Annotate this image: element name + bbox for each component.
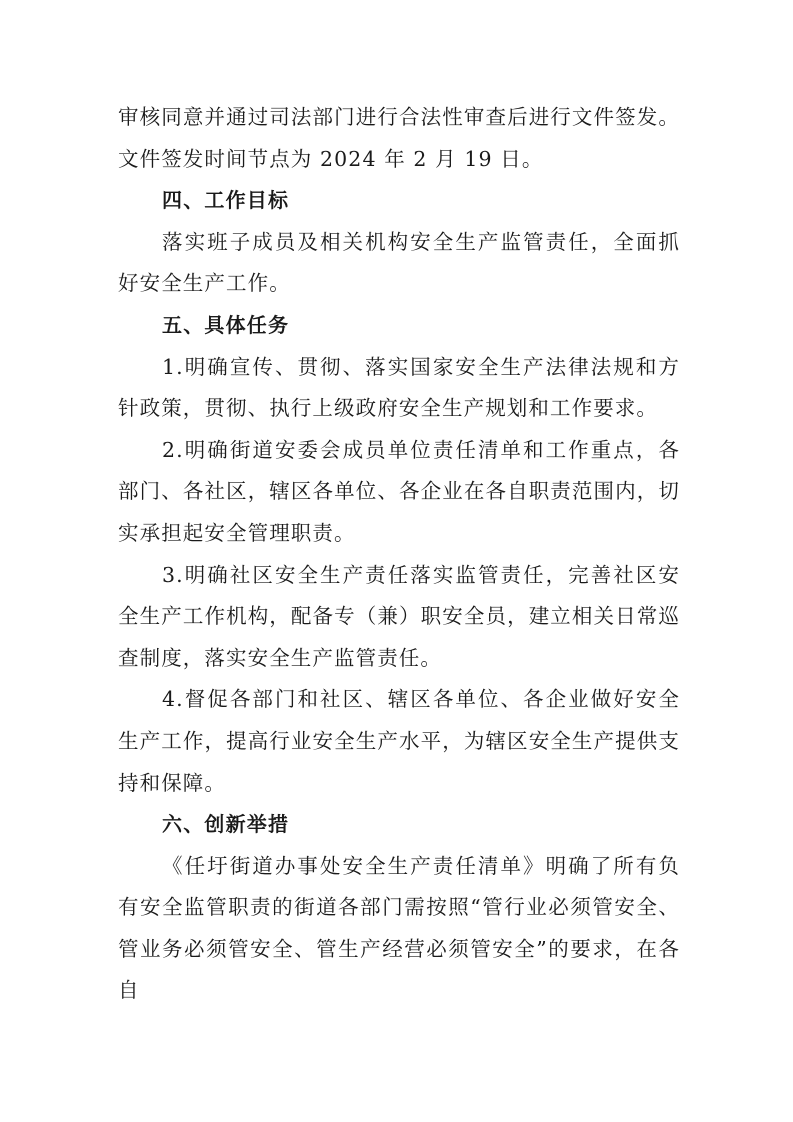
document-page xyxy=(118,97,680,1012)
section-6-body: 《任圩街道办事处安全生产责任清单》明确了所有负有安全监管职责的街道各部门需按照“管行业必须管安全、管业务必须管安全、管生产经营必须管安全”的要求，在各自 xyxy=(118,853,680,1003)
task-item-3: 3.明确社区安全生产责任落实监管责任，完善社区安全生产工作机构，配备专（兼）职安全员，建立相关日常巡查制度，落实安全生产监管责任。 xyxy=(118,562,680,670)
task-item-2: 2.明确街道安委会成员单位责任清单和工作重点，各部门、各社区，辖区各单位、各企业在各自职责范围内，切实承担起安全管理职责。 xyxy=(118,437,680,545)
intro-paragraph: 审核同意并通过司法部门进行合法性审查后进行文件签发。文件签发时间节点为 2024 年 2 月 19 日。 xyxy=(118,105,680,171)
section-4-heading: 四、工作目标 xyxy=(162,188,290,213)
section-4-body: 落实班子成员及相关机构安全生产监管责任，全面抓好安全生产工作。 xyxy=(118,229,680,296)
section-5-heading: 五、具体任务 xyxy=(162,312,290,337)
task-item-4: 4.督促各部门和社区、辖区各单位、各企业做好安全生产工作，提高行业安全生产水平，为辖区安全生产提供支持和保障。 xyxy=(118,687,680,795)
section-6-heading: 六、创新举措 xyxy=(162,812,290,837)
task-item-1: 1.明确宣传、贯彻、落实国家安全生产法律法规和方针政策，贯彻、执行上级政府安全生产规划和工作要求。 xyxy=(118,354,680,421)
